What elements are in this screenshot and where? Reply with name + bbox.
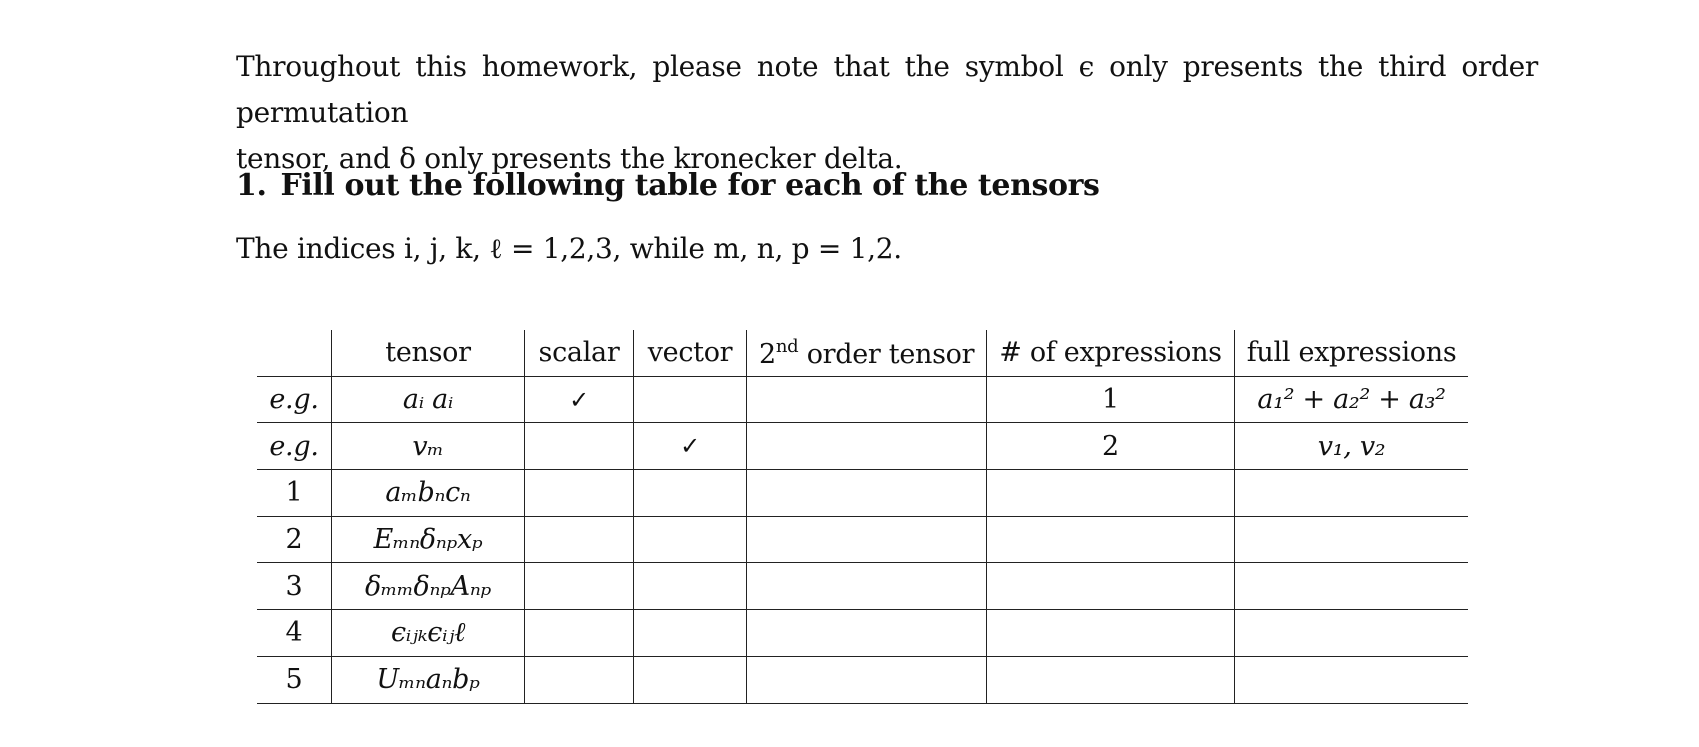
row-count: 1 [987, 376, 1234, 423]
table-row [257, 470, 1468, 517]
header-vector: vector [634, 330, 747, 376]
row-vector-check[interactable] [634, 516, 747, 563]
row-label: 4 [257, 610, 332, 657]
row-label: 3 [257, 563, 332, 610]
row-label: e.g. [257, 376, 332, 423]
row-vector-check [634, 376, 747, 423]
row-full-expressions[interactable] [1234, 610, 1468, 657]
row-full-expressions: v₁, v₂ [1234, 423, 1468, 470]
row-count[interactable] [987, 563, 1234, 610]
row-vector-check[interactable] [634, 610, 747, 657]
row-full-expressions[interactable] [1234, 470, 1468, 517]
row-scalar-check[interactable] [525, 470, 634, 517]
row-count: 2 [987, 423, 1234, 470]
row-vector-check: ✓ [634, 423, 747, 470]
row-tensor: δₘₘδₙₚAₙₚ [332, 563, 525, 610]
row-vector-check[interactable] [634, 470, 747, 517]
table-row [257, 563, 1468, 610]
row-scalar-check[interactable] [525, 656, 634, 703]
row-scalar-check[interactable] [525, 516, 634, 563]
row-tensor: ϵᵢⱼₖϵᵢⱼℓ [332, 610, 525, 657]
header-expression-count: # of expressions [987, 330, 1234, 376]
header-label [257, 330, 332, 376]
indices-statement: The indices i, j, k, ℓ = 1,2,3, while m, n, p = 1,2. [236, 232, 902, 265]
table-row [257, 656, 1468, 703]
table-row [257, 516, 1468, 563]
tensor-table [257, 330, 1468, 704]
row-count[interactable] [987, 516, 1234, 563]
row-scalar-check [525, 423, 634, 470]
row-full-expressions[interactable] [1234, 516, 1468, 563]
row-scalar-check: ✓ [525, 376, 634, 423]
row-scalar-check[interactable] [525, 610, 634, 657]
problem-title: Fill out the following table for each of the tensors [280, 168, 1100, 203]
row-label: 1 [257, 470, 332, 517]
row-full-expressions[interactable] [1234, 656, 1468, 703]
row-second-order-check [747, 423, 987, 470]
header-tensor: tensor [332, 330, 525, 376]
row-label: 5 [257, 656, 332, 703]
row-full-expressions: a₁² + a₂² + a₃² [1234, 376, 1468, 423]
header-second-order-tensor [747, 330, 987, 376]
row-tensor: Uₘₙaₙbₚ [332, 656, 525, 703]
problem-heading [236, 168, 1099, 203]
intro-paragraph [236, 44, 1538, 182]
intro-line-2: tensor, and δ only presents the kronecker delta. [236, 142, 903, 175]
header-ordinal-sup: nd [775, 335, 799, 357]
intro-line-1: Throughout this homework, please note that the symbol ϵ only presents the third order permutation [236, 50, 1538, 129]
row-second-order-check[interactable] [747, 470, 987, 517]
table-header-row [257, 330, 1468, 376]
row-second-order-check[interactable] [747, 516, 987, 563]
problem-number: 1. [236, 168, 267, 203]
row-second-order-check[interactable] [747, 656, 987, 703]
row-tensor: vₘ [332, 423, 525, 470]
table-row [257, 376, 1468, 423]
row-full-expressions[interactable] [1234, 563, 1468, 610]
table-row [257, 423, 1468, 470]
row-label: 2 [257, 516, 332, 563]
row-scalar-check[interactable] [525, 563, 634, 610]
row-second-order-check[interactable] [747, 563, 987, 610]
row-count[interactable] [987, 610, 1234, 657]
row-vector-check[interactable] [634, 563, 747, 610]
row-vector-check[interactable] [634, 656, 747, 703]
row-count[interactable] [987, 470, 1234, 517]
header-full-expressions: full expressions [1234, 330, 1468, 376]
header-ordinal-rest: order tensor [798, 338, 975, 370]
table-row [257, 610, 1468, 657]
header-ordinal-base: 2 [759, 338, 776, 370]
row-label: e.g. [257, 423, 332, 470]
row-second-order-check[interactable] [747, 610, 987, 657]
row-tensor: aᵢ aᵢ [332, 376, 525, 423]
row-second-order-check [747, 376, 987, 423]
row-tensor: aₘbₙcₙ [332, 470, 525, 517]
row-count[interactable] [987, 656, 1234, 703]
header-scalar: scalar [525, 330, 634, 376]
row-tensor: Eₘₙδₙₚxₚ [332, 516, 525, 563]
